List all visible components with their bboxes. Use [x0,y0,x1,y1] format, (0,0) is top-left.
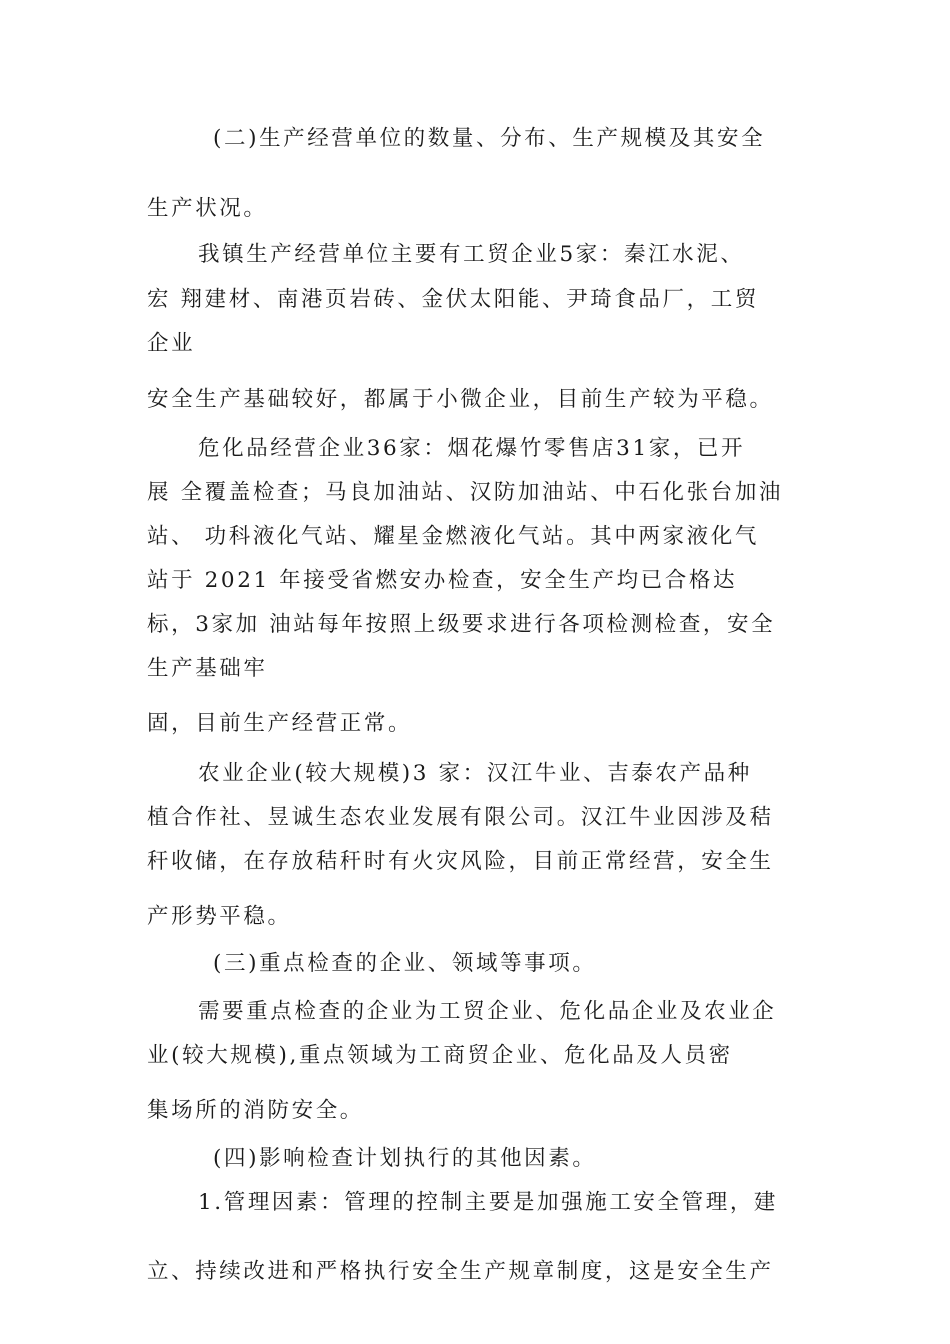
section-2-heading: (二)生产经营单位的数量、分布、生产规模及其安全 [213,126,766,151]
paragraph-hazchem-line-1: 危化品经营企业36家：烟花爆竹零售店31家，已开 [198,436,746,461]
paragraph-industrial-line-2: 宏 翔建材、南港页岩砖、金伏太阳能、尹琦食品厂，工贸 [147,287,759,312]
paragraph-hazchem-line-4: 站于 2021 年接受省燃安办检查，安全生产均已合格达 [147,568,738,593]
paragraph-hazchem-line-6: 生产基础牢 [147,656,268,681]
paragraph-key-line-3: 集场所的消防安全。 [147,1098,364,1123]
section-4-heading: (四)影响检查计划执行的其他因素。 [213,1146,597,1171]
section-3-heading: (三)重点检查的企业、领域等事项。 [213,951,597,976]
paragraph-hazchem-line-2: 展 全覆盖检查；马良加油站、汉防加油站、中石化张台加油 [147,480,784,505]
paragraph-agri-line-3: 秆收储，在存放秸秆时有火灾风险，目前正常经营，安全生 [147,849,774,874]
paragraph-hazchem-line-7: 固，目前生产经营正常。 [147,711,413,736]
paragraph-key-line-2: 业(较大规模),重点领域为工商贸企业、危化品及人员密 [147,1043,733,1068]
section-2-heading-continued: 生产状况。 [147,196,268,221]
paragraph-agri-line-1: 农业企业(较大规模)3 家：汉江牛业、吉泰农产品种 [198,761,752,786]
paragraph-industrial-line-4: 安全生产基础较好，都属于小微企业，目前生产较为平稳。 [147,387,774,412]
paragraph-hazchem-line-5: 标，3家加 油站每年按照上级要求进行各项检测检查，安全 [147,612,776,637]
paragraph-agri-line-4: 产形势平稳。 [147,904,292,929]
paragraph-management-line-2: 立、持续改进和严格执行安全生产规章制度，这是安全生产 [147,1259,774,1284]
paragraph-key-line-1: 需要重点检查的企业为工贸企业、危化品企业及农业企 [198,999,777,1024]
paragraph-agri-line-2: 植合作社、昱诚生态农业发展有限公司。汉江牛业因涉及秸 [147,805,774,830]
paragraph-management-line-1: 1.管理因素：管理的控制主要是加强施工安全管理，建 [198,1190,779,1215]
paragraph-hazchem-line-3: 站、 功科液化气站、耀星金燃液化气站。其中两家液化气 [147,524,759,549]
paragraph-industrial-line-1: 我镇生产经营单位主要有工贸企业5家：秦江水泥、 [198,242,745,267]
paragraph-industrial-line-3: 企业 [147,331,196,356]
